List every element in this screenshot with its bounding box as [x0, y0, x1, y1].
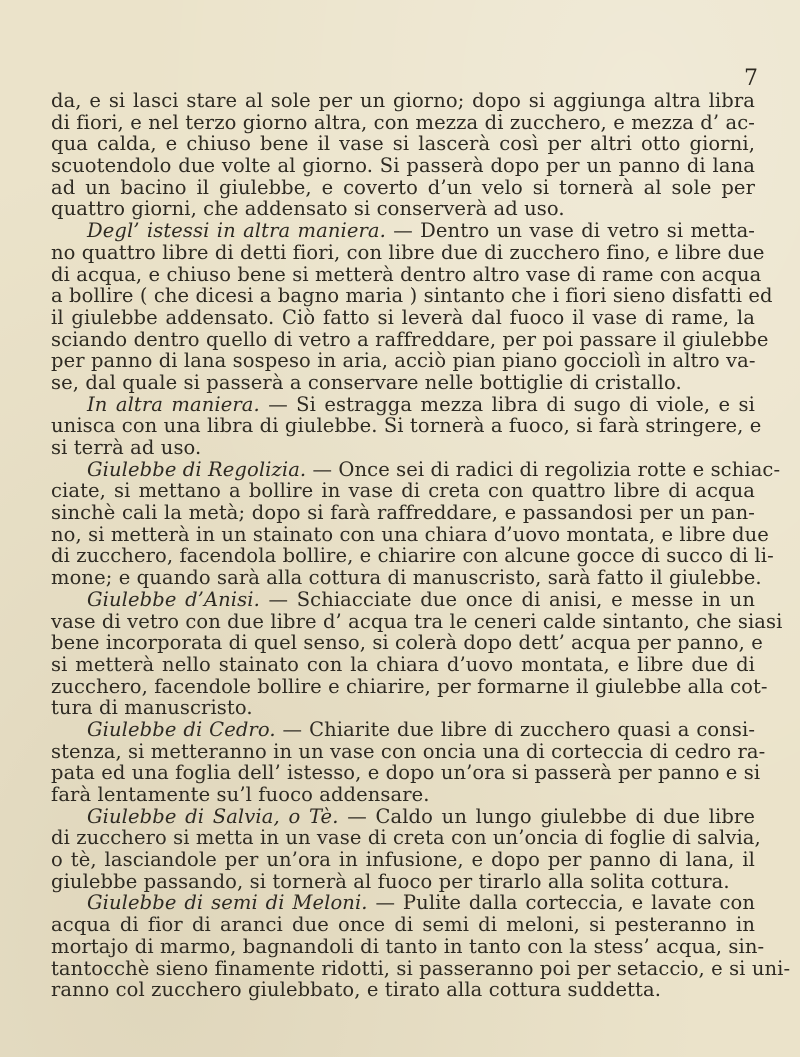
text-line [51, 674, 768, 698]
text-line [51, 914, 755, 936]
line-text: se, dal quale si passerà a conservare nelle bottiglie di cristallo. [51, 370, 682, 394]
line-text: ad un bacino il giulebbe, e coverto d’un velo si tornerà al sole per [51, 175, 755, 199]
recipe-title: Degl’ istessi in altra maniera. [87, 219, 386, 243]
line-text: vase di vetro con due libre d’ acqua tra le ceneri calde sintanto, che siasi [51, 609, 783, 633]
line-text: no quattro libre di detti fiori, con libre due di zucchero fino, e libre due [51, 240, 765, 264]
line-text: si terrà ad uso. [51, 436, 202, 459]
text-line [51, 849, 755, 871]
text-line [51, 112, 755, 134]
line-text: — Caldo un lungo giulebbe di due libre [338, 804, 755, 828]
text-line [51, 307, 755, 329]
recipe-title: Giulebbe di Salvia, o Tè. [87, 804, 339, 828]
recipe-heading-line [51, 806, 755, 828]
text-line [51, 414, 762, 438]
line-text: — Chiarite due libre di zucchero quasi a consi- [275, 717, 756, 741]
text-line [51, 198, 755, 220]
text-line [51, 871, 755, 893]
recipe-title: Giulebbe di semi di Meloni. [87, 891, 368, 915]
line-text: zucchero, facendole bollire e chiarire, per formarne il giulebbe alla cot- [51, 674, 768, 698]
recipe-heading-line [51, 457, 781, 481]
text-line [51, 327, 769, 351]
text-line [51, 480, 755, 502]
text-line [51, 631, 763, 655]
text-line [51, 566, 762, 590]
recipe-heading-line [51, 589, 755, 611]
document-body [51, 89, 791, 1002]
text-line [51, 284, 773, 308]
line-text: ranno col zucchero giulebbato, e tirato alla cottura suddetta. [51, 978, 662, 1002]
line-text: il giulebbe addensato. Ciò fatto si leverà dal fuoco il vase di rame, la [51, 305, 755, 329]
line-text: stenza, si metteranno in un vase con oncia una di corteccia di cedro ra- [51, 739, 766, 763]
recipe-title: Giulebbe di Regolizia. [87, 457, 307, 481]
recipe-heading-line [51, 220, 755, 242]
line-text: no, si metterà in un stainato con una chiara d’uovo montata, e libre due [51, 522, 769, 546]
line-text: — Schiacciate due once di anisi, e messe in un [259, 587, 755, 611]
line-text: ciate, si mettano a bollire in vase di creta con quattro libre di acqua [51, 479, 755, 503]
recipe-title: Giulebbe di Cedro. [87, 717, 276, 741]
line-text: di zucchero si metta in un vase di creta con un’oncia di foglie di salvia, [51, 826, 761, 850]
text-line [51, 502, 755, 524]
text-line [51, 761, 761, 785]
line-text: da, e si lasci stare al sole per un giorno; dopo si aggiunga altra libra [51, 89, 755, 112]
line-text: tantocchè sieno finamente ridotti, si passeranno poi per setaccio, e si uni- [51, 956, 791, 980]
recipe-heading-line [51, 719, 755, 741]
text-line [51, 155, 755, 177]
recipe-title: In altra maniera. [87, 392, 260, 416]
text-line [51, 956, 791, 980]
text-line [51, 177, 755, 199]
line-text: giulebbe passando, si tornerà al fuoco per tirarlo alla solita cottura. [51, 869, 730, 893]
recipe-title: Giulebbe d’Anisi. [87, 587, 260, 611]
line-text: mone; e quando sarà alla cottura di manuscristo, sarà fatto il giulebbe. [51, 566, 762, 590]
line-text: bene incorporata di quel senso, si colerà dopo dett’ acqua per panno, e [51, 631, 763, 655]
line-text: sciando dentro quello di vetro a raffreddare, per poi passare il giulebbe [51, 327, 769, 351]
line-text: mortajo di marmo, bagnandoli di tanto in tanto con la stess’ acqua, sin- [51, 934, 765, 958]
text-line [51, 697, 755, 719]
recipe-heading-line [51, 892, 755, 914]
page-number: 7 [744, 66, 758, 91]
line-text: sinchè cali la metà; dopo si farà raffreddare, e passandosi per un pan- [51, 501, 755, 525]
text-line [51, 609, 783, 633]
text-line [51, 90, 755, 112]
line-text: — Pulite dalla corteccia, e lavate con [367, 891, 755, 915]
text-line [51, 522, 769, 546]
text-line [51, 240, 765, 264]
line-text: — Dentro un vase di vetro si metta- [385, 219, 755, 243]
text-line [51, 350, 755, 372]
line-text: — Si estragga mezza libra di sugo di viole, e si [259, 392, 756, 416]
line-text: per panno di lana sospeso in aria, acciò pian piano gocciolì in altro va- [51, 349, 756, 373]
text-line [51, 739, 766, 763]
text-line [51, 934, 765, 958]
text-line [51, 437, 755, 459]
line-text: quattro giorni, che addensato si conserverà ad uso. [51, 197, 565, 221]
line-text: di acqua, e chiuso bene si metterà dentro altro vase di rame con acqua [51, 262, 762, 286]
text-line [51, 262, 762, 286]
line-text: tura di manuscristo. [51, 696, 253, 720]
text-line [51, 979, 755, 1001]
line-text: acqua di fior di aranci due once di semi di meloni, si pesteranno in [51, 913, 755, 937]
line-text: di fiori, e nel terzo giorno altra, con mezza di zucchero, e mezza d’ ac- [51, 110, 755, 134]
text-line [51, 654, 755, 676]
text-line [51, 372, 755, 394]
line-text: a bollire ( che dicesi a bagno maria ) sintanto che i fiori sieno disfatti ed [51, 284, 773, 308]
text-line [51, 544, 774, 568]
line-text: scuotendolo due volte al giorno. Si passerà dopo per un panno di lana [51, 154, 755, 178]
line-text: o tè, lasciandole per un’ora in infusione, e dopo per panno di lana, il [51, 848, 755, 872]
line-text: farà lentamente su’l fuoco addensare. [51, 783, 430, 806]
text-line [51, 133, 755, 155]
line-text: pata ed una foglia dell’ istesso, e dopo un’ora si passerà per panno e si [51, 761, 761, 785]
line-text: qua calda, e chiuso bene il vase si lascerà così per altri otto giorni, [51, 132, 755, 156]
text-line [51, 826, 761, 850]
line-text: unisca con una libra di giulebbe. Si tornerà a fuoco, si farà stringere, e [51, 414, 762, 438]
line-text: — Once sei di radici di regolizia rotte e schiac- [306, 457, 781, 481]
text-line [51, 784, 755, 806]
line-text: di zucchero, facendola bollire, e chiarire con alcune gocce di succo di li- [51, 544, 774, 568]
recipe-heading-line [51, 394, 755, 416]
line-text: si metterà nello stainato con la chiara d’uovo montata, e libre due di [51, 652, 755, 676]
